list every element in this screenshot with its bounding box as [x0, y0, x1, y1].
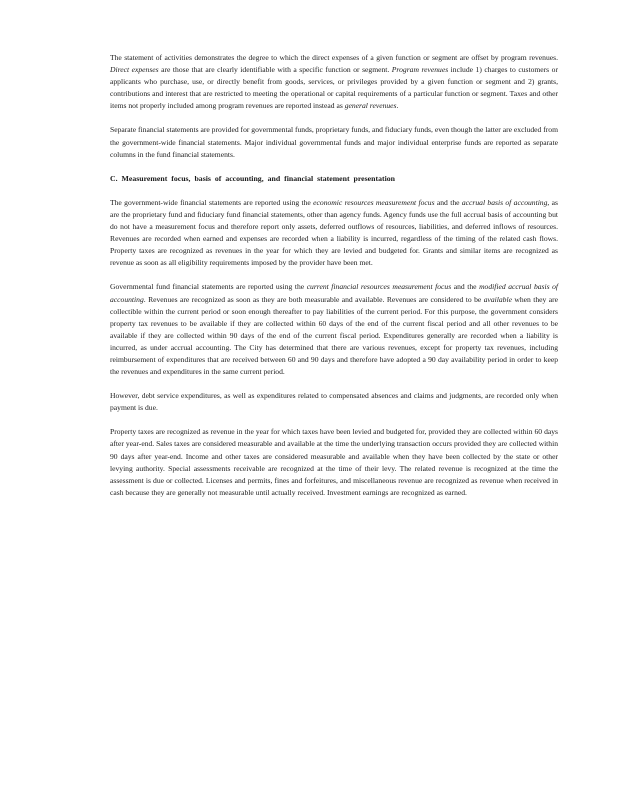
text-run: The statement of activities demonstrates the degree to which the direct expenses of a given function or segment are offset by program revenues. — [110, 53, 558, 62]
text-run: , as are the proprietary fund and fiduciary fund financial statements, other than agency funds. Agency funds use the full accrual basis of accounting but do not have a measurement focus and therefore report only assets, deferred outflows of resources, liabilities, and deferred inflows of resources. Revenues are recorded when earned and expenses are recorded when a liability is incurred, regardless of the timing of the related cash flows. Property taxes are recognized as revenues in the year for which they are levied and budgeted for. Grants and similar items are recognized as revenue as soon as all eligibility requirements imposed by the provider have been met. — [110, 197, 558, 268]
text-run: The government-wide financial statements are reported using the — [110, 197, 311, 207]
document-page — [110, 52, 558, 511]
term-accrual-basis: accrual basis of accounting — [461, 197, 548, 207]
term-general-revenues: general revenues — [344, 101, 397, 111]
paragraph-debt-service: However, debt service expenditures, as well as expenditures related to compensated absences and claims and judgments, are recorded only when payment is due. — [110, 391, 558, 413]
text-run: and the — [436, 197, 460, 207]
term-available: available — [483, 294, 512, 304]
paragraph-statement-of-activities — [110, 52, 558, 112]
paragraph-property-taxes: Property taxes are recognized as revenue in the year for which taxes have been levied and budgeted for, provided they are collected within 60 days after year-end. Sales taxes are considered measurable and available at the time the underlying transaction occurs provided they are collected within 90 days after year-end. Income and other taxes are considered measurable and available when they have been collected by the state or other levying authority. Special assessments receivable are recognized at the time of their levy. The related revenue is recognized at the time the assessment is due or collected. Licenses and permits, fines and forfeitures, and miscellaneous revenue are recognized as revenue when received in cash because they are generally not measurable until actually received. Investment earnings are recognized as earned. — [110, 427, 558, 497]
text-run: Governmental fund financial statements are reported using the — [110, 282, 305, 292]
text-run: . — [396, 101, 399, 111]
text-run: when they are collectible within the current period or soon enough thereafter to pay liabilities of the current period. For this purpose, the government considers property tax revenues to be available if they are collected within 60 days of the end of the current fiscal period and all other revenues to be available if they are collected within 90 days of the end of the current fiscal period. Expenditures generally are recorded when a liability is incurred, as under accrual accounting. The City has determined that there are various revenues, except for property tax revenues, including reimbursement of expenditures that are received between 60 and 90 days and therefore have adopted a 90 day availability period in order to keep the revenues and expenditures in the same current period. — [110, 294, 558, 377]
text-run: are those that are clearly identifiable with a specific function or segment. — [161, 65, 390, 75]
paragraph-separate-statements: Separate financial statements are provided for governmental funds, proprietary funds, and fiduciary funds, even though the latter are excluded from the government-wide financial statements. Major individual governmental funds and major individual enterprise funds are reported as separate columns in the fund financial statements. — [110, 125, 558, 159]
paragraph-government-wide — [110, 197, 558, 270]
section-heading: C. Measurement focus, basis of accounting, and financial statement presentation — [110, 173, 395, 183]
term-current-financial-resources: current financial resources measurement focus — [306, 282, 452, 292]
text-run: include 1) charges to customers or applicants who purchase, use, or directly benefit from goods, services, or privileges provided by a given function or segment and 2) grants, contributions and interest that are restricted to meeting the operational or capital requirements of a particular function or segment. Taxes and other items not properly included among program revenues are reported instead as — [110, 65, 558, 111]
text-run: and the — [453, 282, 477, 292]
term-program-revenues: Program revenues — [391, 65, 449, 75]
text-run: . Revenues are recognized as soon as they are both measurable and available. Revenues are considered to be — [143, 294, 482, 304]
term-modified-accrual: modified accrual basis of accounting — [110, 282, 559, 304]
paragraph-governmental-fund — [110, 281, 558, 378]
term-economic-resources: economic resources measurement focus — [313, 197, 435, 207]
term-direct-expenses: Direct expenses — [110, 65, 159, 75]
